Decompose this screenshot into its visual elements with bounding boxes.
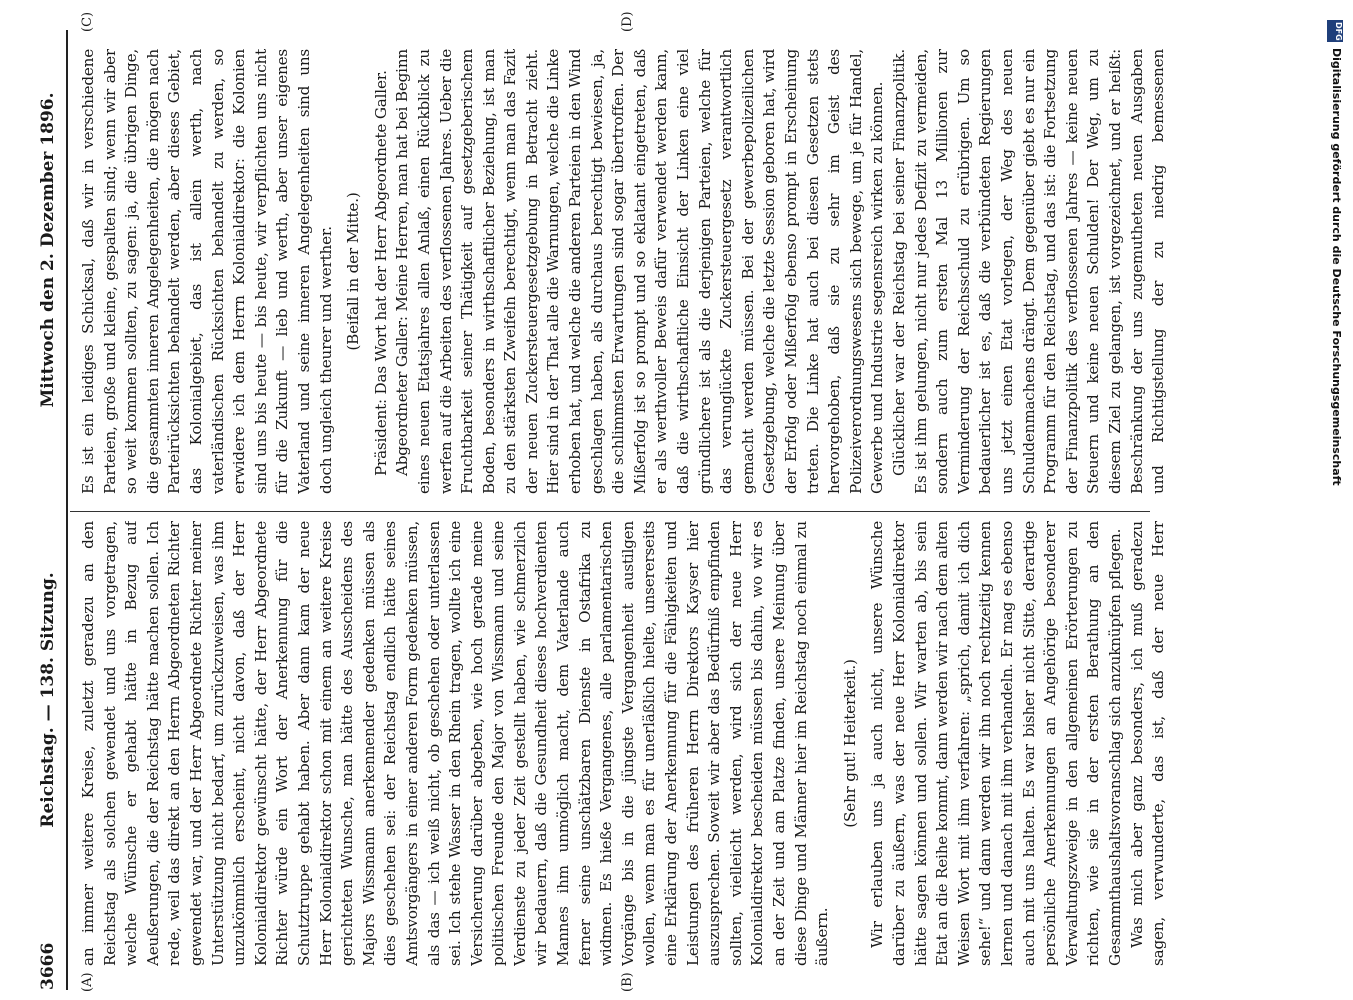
column-divider <box>70 511 1150 512</box>
left-paragraph-3: Was mich aber ganz besonders, ich muß geradezu sagen, verwunderte, das ist, daß der neue Herr <box>1127 521 1168 966</box>
credit-text: Digitalisierung gefördert durch die Deutsche Forschungsgemeinschaft <box>1330 48 1343 486</box>
margin-mark-b: (B) <box>620 972 635 992</box>
header-rule <box>66 30 68 990</box>
right-column <box>78 49 1168 494</box>
left-paragraph-1: an immer weitere Kreise, zuletzt geradezu an den Reichstag als solchen gewendet und uns vorgetragen, welche Wünsche er gehabt hätte in Bezug auf Aeußerungen, die der Reichstag hätte machen sollen. Ich rede, weil das direkt an den Herrn Abgeordneten Richter gewendet war, und der Herr Abgeordnete Richter meiner Unterstützung nicht bedarf, um zurückzuweisen, was ihm unzukömmlich erscheint, nicht davon, daß der Herr Kolonialdirektor gewünscht hätte, der Herr Abgeordnete Richter würde ein Wort der Anerkennung für die Schutztruppe gehabt haben. Aber dann kam der neue Herr Kolonialdirektor schon mit einem an weitere Kreise gerichteten Wunsche, man hätte des Ausscheidens des Majors Wissmann anerkennender gedenken müssen als dies geschehen sei: der Reichstag endlich hätte seines Amtsvorgängers in einer anderen Form gedenken müssen, als das — ich weiß nicht, ob geschehen oder unterlassen sei. Ich stehe Wasser in den Rhein tragen, wollte ich eine Versicherung darüber abgeben, wie hoch gerade meine politischen Freunde den Major von Wissmann und seine Verdienste zu jeder Zeit gestellt haben, wie schmerzlich wir bedauern, daß die Gesundheit dieses hochverdienten Mannes ihm unmöglich macht, dem Vaterlande auch ferner seine unschätzbaren Dienste in Ostafrika zu widmen. Es hieße Vergangenes, alle parlamentarischen Vorgänge bis in die jüngste Vergangenheit austilgen wollen, wenn man es für unerläßlich hielte, unsererseits eine Erklärung der Anerkennung für die Fähigkeiten und Leistungen des früheren Herrn Direktors Kayser hier auszusprechen. Soweit wir aber das Bedürfniß empfinden sollten, vielleicht werden, wird sich der neue Herr Kolonialdirektor bescheiden müssen bis dahin, wo wir es an der Zeit und am Platze finden, unsere Meinung über diese Dinge und Männer hier im Reichstag noch einmal zu äußern. <box>79 521 832 966</box>
right-paragraph-3: Glücklicher war der Reichstag bei seiner Finanzpolitik. Es ist ihm gelungen, nicht nur jedes Defizit zu vermeiden, sondern auch zum ersten Mal 13 Millionen zur Verminderung der Reichsschuld zu erübrigen. Um so bedauerlicher ist es, daß die verbündeten Regierungen uns jetzt einen Etat vorlegen, der Weg des neuen Schuldenmachens drängt. Dem gegenüber giebt es nur ein Programm für den Reichstag, und das ist: die Fortsetzung der Finanzpolitik des verflossenen Jahres — keine neuen Steuern und keine neuen Schulden! Der Weg, um zu diesem Ziel zu gelangen, ist vorgezeichnet, und er heißt: Beschränkung der uns zugemutheten neuen Ausgaben und Richtigstellung der zu niedrig bemessenen <box>889 49 1168 494</box>
left-column <box>78 521 1168 966</box>
session-title: Reichstag. — 138. Sitzung. <box>38 572 58 828</box>
dfg-logo: DFG <box>1327 20 1343 42</box>
margin-mark-d: (D) <box>620 11 635 32</box>
digitization-credit <box>1319 12 1345 988</box>
left-paragraph-2: Wir erlauben uns ja auch nicht, unsere Wünsche darüber zu äußern, was der neue Herr Kolonialdirektor hätte sagen können und sollen. Wir warten ab, bis sein Etat an die Reihe kommt, dann werden wir nach dem alten Weisen Wort mit ihm verfahren: „sprich, damit ich dich sehe!“ und dann werden wir ihn noch rechtzeitig kennen lernen und danach mit ihm verhandeln. Er mag es ebenso auch mit uns halten. Es war bisher nicht Sitte, derartige persönliche Anerkennungen an Angehörige besonderer Verwaltungszweige in den allgemeinen Erörterungen zu richten, wie sie in der ersten Berathung an den Gesammthaushaltsvoranschlag sich anzuknüpfen pflegen. <box>868 521 1124 966</box>
page-number: 3666 <box>38 942 58 990</box>
left-note-1: (Sehr gut! Heiterkeit.) <box>840 659 859 828</box>
margin-mark-a: (A) <box>80 972 95 992</box>
president-line: Präsident: Das Wort hat der Herr Abgeordnete Galler. <box>371 70 390 476</box>
margin-mark-c: (C) <box>80 11 95 32</box>
right-paragraph-2: Abgeordneter Galler: Meine Herren, man hat bei Beginn eines neuen Etatsjahres allen Anlaß, einen Rückblick zu werfen auf die Arbeiten des verflossenen Jahres. Ueber die Fruchtbarkeit seiner Thätigkeit auf gesetzgeberischem Boden, besonders in wirthschaftlicher Beziehung, ist man zu den stärksten Zweifeln berechtigt, wenn man das Fazit der neuen Zuckersteuergesetzgebung in Betracht zieht. Hier sind in der That alle die Warnungen, welche die Linke erhoben hat, und welche die anderen Parteien in den Wind geschlagen haben, als durchaus berechtigt bewiesen, ja, die schlimmsten Erwartungen sind sogar übertroffen. Der Mißerfolg ist so prompt und so eklatant eingetreten, daß er als werthvoller Beweis dafür verwendet werden kann, daß die wirthschaftliche Einsicht der Linken eine viel gründlichere ist als die derjenigen Parteien, welche für das verunglückte Zuckersteuergesetz verantwortlich gemacht werden müssen. Bei der gewerbepolizeilichen Gesetzgebung, welche die letzte Session geboren hat, wird der Erfolg oder Mißerfolg ebenso prompt in Erscheinung treten. Die Linke hat auch bei diesen Gesetzen stets hervorgehoben, daß sie zu sehr im Geist des Polizeiverordnungswesens sich bewege, um je für Handel, Gewerbe und Industrie segensreich wirken zu können. <box>393 49 887 494</box>
right-paragraph-1: Es ist ein leidiges Schicksal, daß wir in verschiedene Parteien, große und kleine, gespalten sind; wenn wir aber so weit kommen sollten, zu sagen: ja, die übrigen Dinge, die gesammten inneren Angelegenheiten, die mögen nach Parteirücksichten behandelt werden, aber dieses Gebiet, das Kolonialgebiet, das ist allein werth, nach vaterländischen Rücksichten behandelt zu werden, so erwidere ich dem Herrn Kolonialdirektor: die Kolonien sind uns bis heute — bis heute, wir verpflichten uns nicht für die Zukunft — lieb und werth, aber unser eigenes Vaterland und seine inneren Angelegenheiten sind uns doch ungleich theurer und werther. <box>79 49 335 494</box>
session-date: Mittwoch den 2. Dezember 1896. <box>38 92 58 408</box>
right-note-1: (Beifall in der Mitte.) <box>344 192 363 351</box>
running-header <box>38 30 64 990</box>
